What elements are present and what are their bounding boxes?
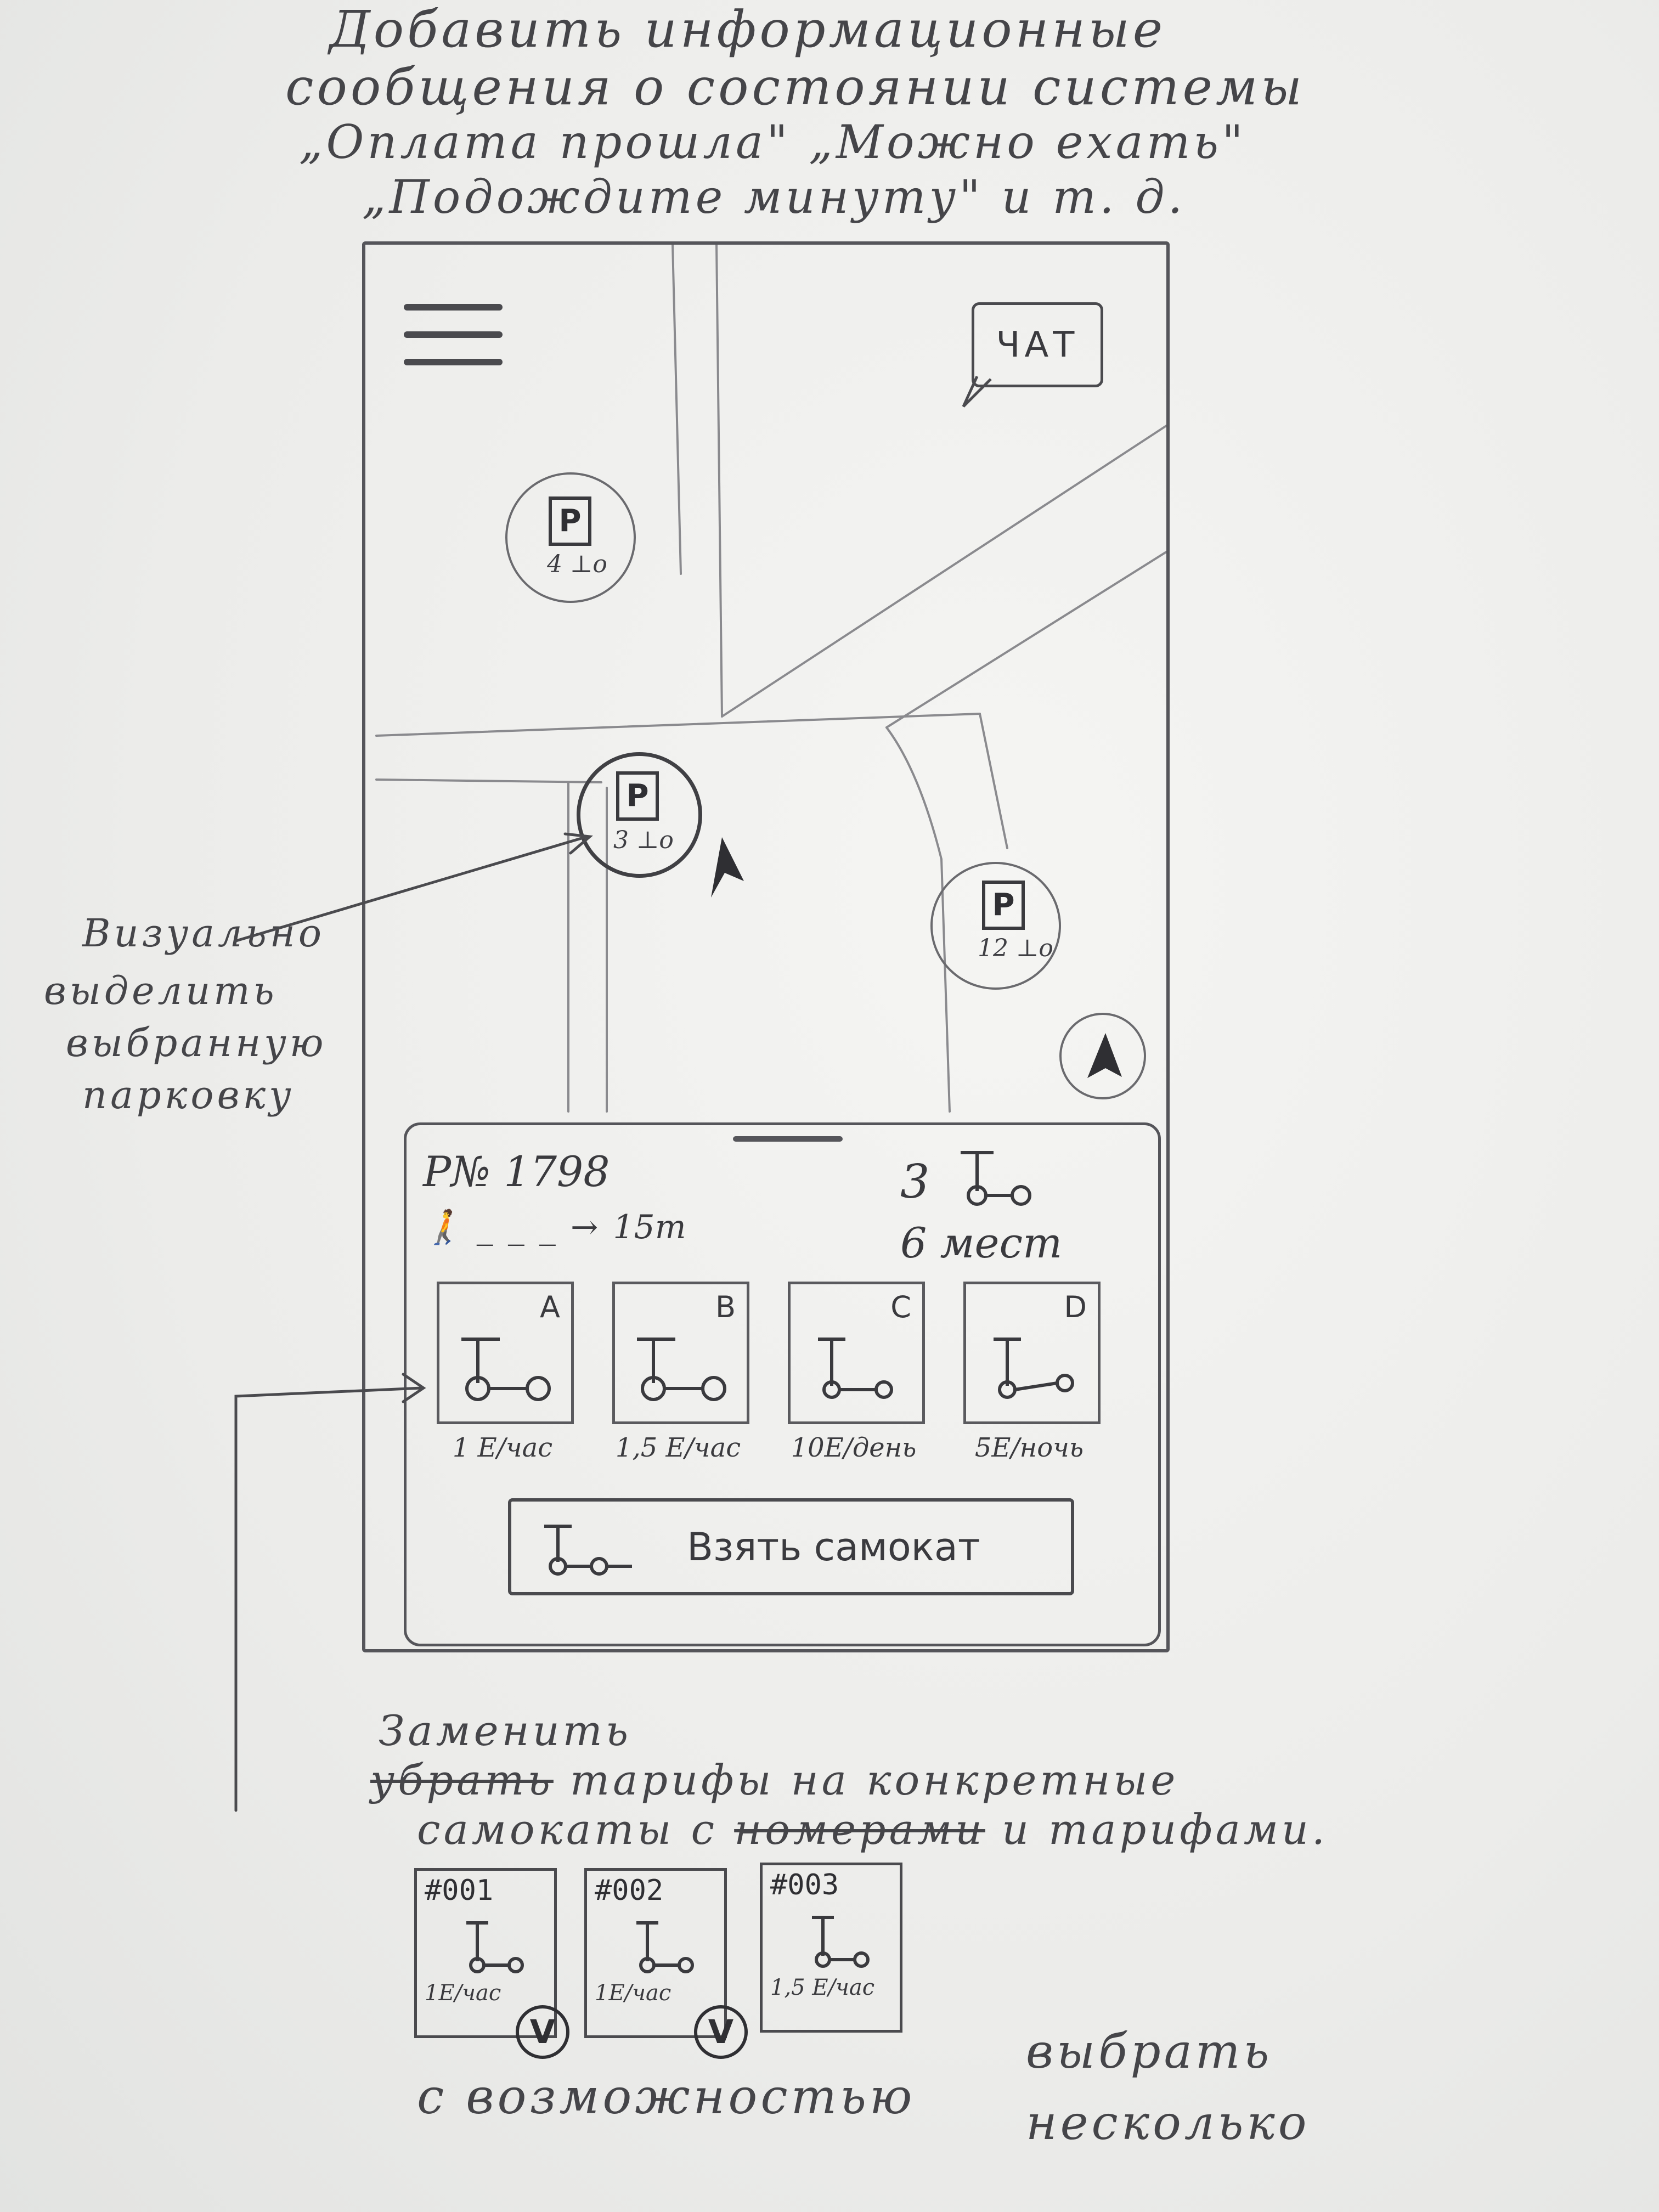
note-top-line4: „Подождите минуту" и т. д.: [362, 170, 1186, 224]
menu-icon-line: [404, 331, 503, 338]
tariff-option-a[interactable]: [437, 1282, 574, 1424]
menu-button[interactable]: [398, 294, 508, 382]
take-scooter-label: Взять самокат: [687, 1525, 980, 1570]
sheet-drag-handle[interactable]: [733, 1136, 843, 1142]
parking-count: 3 ⊥o: [613, 826, 674, 854]
scooter-count-row: [900, 1147, 1037, 1209]
tariff-price-a: 1 E/час: [452, 1432, 553, 1463]
tariff-letter: C: [890, 1290, 911, 1324]
struck-word: убрать: [370, 1756, 554, 1804]
free-places: 6 мест: [900, 1218, 1063, 1267]
tariff-price-c: 10E/день: [791, 1432, 917, 1463]
chat-label: ЧАТ: [996, 324, 1079, 365]
chat-bubble-tail-icon: [961, 374, 999, 412]
menu-icon: [404, 304, 503, 311]
scooter-price: 1E/час: [425, 1980, 501, 2006]
phone-mockup: [362, 241, 1170, 1652]
parking-info-sheet: [404, 1122, 1161, 1646]
parking-id: P№ 1798: [423, 1147, 610, 1196]
tariff-option-c[interactable]: [788, 1282, 925, 1424]
note-bottom-line2: убрать тарифы на конкретные: [370, 1756, 1179, 1804]
parking-sign-icon: P: [549, 496, 591, 546]
note-bottom-line1: Заменить: [379, 1706, 632, 1755]
tariff-price-d: 5E/ночь: [974, 1432, 1084, 1463]
scooter-icon: [790, 1909, 878, 1970]
scooter-number: #002: [595, 1874, 664, 1907]
scooter-icon: ⊥o: [629, 826, 674, 854]
scooter-icon: ⊥o: [562, 550, 607, 578]
scooter-card-002[interactable]: [584, 1868, 734, 2051]
note-top-line3: „Оплата прошла" „Можно ехать": [299, 115, 1246, 169]
selected-check-icon: V: [694, 2005, 748, 2059]
scooter-price: 1,5 E/час: [770, 1975, 875, 2000]
user-location-icon: [711, 837, 744, 898]
scooter-card-001[interactable]: [414, 1868, 557, 2051]
tariff-option-d[interactable]: [963, 1282, 1101, 1424]
scooter-icon: ⊥o: [1008, 934, 1053, 962]
scooter-number: #003: [770, 1869, 839, 1901]
tariff-letter: A: [540, 1290, 560, 1324]
note-footer-right1: выбрать: [1026, 2024, 1273, 2079]
parking-sign-icon: P: [982, 881, 1025, 930]
parking-count: 4 ⊥o: [547, 550, 607, 578]
note-footer-left: с возможностью: [417, 2068, 916, 2125]
walk-distance: 15m: [613, 1208, 686, 1246]
note-top-line1: Добавить информационные: [329, 0, 1166, 59]
note-top-line2: сообщения о состоянии системы: [285, 58, 1306, 116]
scooter-icon: [802, 1328, 911, 1410]
note-left-line3: выбранную: [66, 1020, 327, 1065]
tariff-letter: B: [715, 1290, 736, 1324]
scooter-icon: [450, 1328, 560, 1410]
tariff-price-b: 1,5 E/час: [615, 1432, 741, 1463]
walking-person-icon: 🚶: [423, 1208, 464, 1246]
scooter-icon: [444, 1915, 532, 1975]
parking-count: 12 ⊥o: [978, 934, 1053, 962]
scooter-icon: [626, 1328, 736, 1410]
note-bottom-line3: самокаты с номерами и тарифами.: [417, 1805, 1329, 1854]
tariff-letter: D: [1064, 1290, 1087, 1324]
note-left-line4: парковку: [82, 1073, 295, 1118]
parking-marker-1[interactable]: [505, 472, 636, 603]
note-footer-right2: несколько: [1026, 2096, 1310, 2151]
scooter-icon: [977, 1328, 1087, 1410]
tariff-option-b[interactable]: [612, 1282, 749, 1424]
selected-check-icon: V: [516, 2005, 569, 2059]
note-left-line1: Визуально: [82, 911, 325, 956]
struck-word: номерами: [734, 1805, 985, 1854]
scooter-icon: [944, 1147, 1037, 1207]
navigation-arrow-icon: [1075, 1029, 1130, 1084]
scooter-number: #001: [425, 1874, 494, 1907]
scooter-count: 3: [900, 1155, 930, 1209]
take-scooter-button[interactable]: [508, 1498, 1074, 1595]
scooter-icon: [533, 1518, 637, 1578]
parking-marker-3[interactable]: [930, 862, 1061, 990]
menu-icon-line: [404, 359, 503, 365]
scooter-card-003[interactable]: [760, 1863, 902, 2033]
parking-marker-selected[interactable]: [577, 752, 702, 878]
dashed-arrow-icon: _ _ _ →: [464, 1208, 613, 1246]
locate-me-button[interactable]: [1059, 1013, 1146, 1099]
parking-sign-icon: P: [616, 771, 659, 821]
note-left-line2: выделить: [44, 968, 278, 1013]
scooter-icon: [614, 1915, 702, 1975]
scooter-price: 1E/час: [595, 1980, 672, 2006]
walk-distance-row: [423, 1207, 686, 1246]
